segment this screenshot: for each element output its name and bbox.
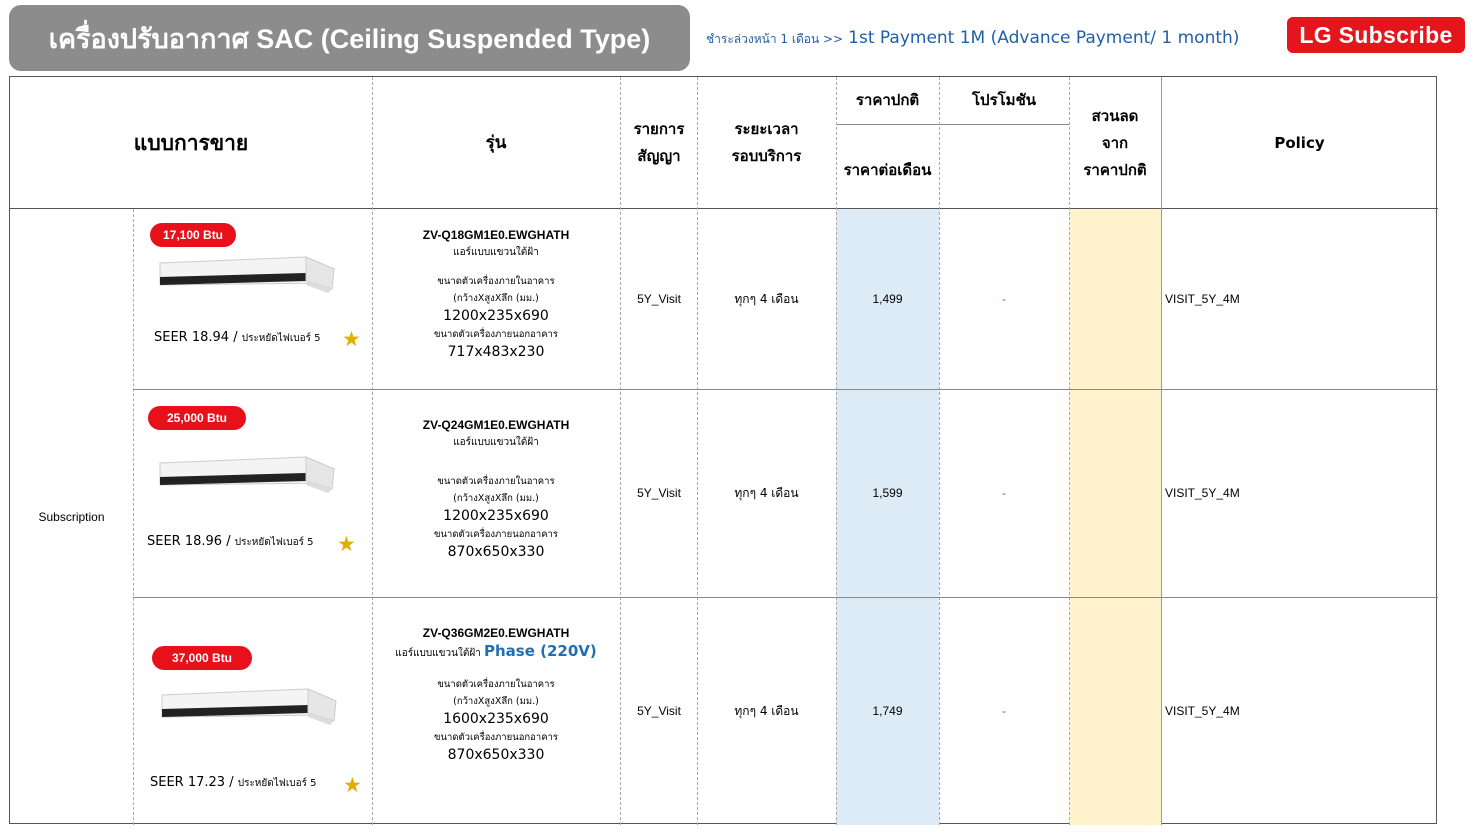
indoor-dims: 1200x235x690 <box>443 308 549 324</box>
indoor-dims: 1600x235x690 <box>443 711 549 727</box>
model-code: ZV-Q36GM2E0.EWGHATH <box>422 626 570 640</box>
star-icon: ★ <box>337 532 356 556</box>
dims-label: (กว้างXสูงXลึก (มม.) <box>453 696 539 707</box>
outdoor-dims: 717x483x230 <box>447 344 545 360</box>
lg-subscribe-logo: LG Subscribe <box>1287 17 1465 53</box>
outdoor-label: ขนาดตัวเครื่องภายนอกอาคาร <box>434 329 558 340</box>
btu-badge: 37,000 Btu <box>152 646 252 670</box>
pricing-table <box>9 76 1437 824</box>
outdoor-dims: 870x650x330 <box>447 544 545 560</box>
col-divider <box>1069 77 1070 825</box>
header-normal-price: ราคาปกติ <box>855 91 920 109</box>
model-info <box>372 625 620 765</box>
header-discount-line3: ราคาปกติ <box>1083 160 1147 179</box>
header-promotion: โปรโมชัน <box>971 91 1036 109</box>
energy-label: ประหยัดไฟเบอร์ 5 <box>237 778 317 789</box>
model-desc-line <box>372 641 620 664</box>
service-cell: ทุกๆ 4 เดือน <box>734 703 799 718</box>
sale-type-cell: Subscription <box>38 510 105 524</box>
seer-rating <box>150 775 317 791</box>
col-divider <box>133 209 134 825</box>
header-model: รุ่น <box>485 132 507 153</box>
service-cell: ทุกๆ 4 เดือน <box>734 291 799 306</box>
header-discount <box>1069 77 1161 209</box>
seer-value: SEER 18.96 / <box>147 534 231 549</box>
header-contract-line1: รายการ <box>633 120 685 138</box>
price-cell: 1,599 <box>872 486 903 500</box>
indoor-label: ขนาดตัวเครื่องภายในอาคาร <box>437 679 555 690</box>
policy-cell: VISIT_5Y_4M <box>1165 486 1240 500</box>
header-contract-line2: สัญญา <box>637 147 681 165</box>
header-service-line1: ระยะเวลา <box>734 120 799 138</box>
promotion-cell: - <box>1002 704 1006 718</box>
price-cell: 1,749 <box>872 704 903 718</box>
star-icon: ★ <box>343 773 362 797</box>
promotion-cell: - <box>1002 486 1006 500</box>
outdoor-dims: 870x650x330 <box>447 747 545 763</box>
policy-cell: VISIT_5Y_4M <box>1165 292 1240 306</box>
service-cell: ทุกๆ 4 เดือน <box>734 485 799 500</box>
indoor-dims: 1200x235x690 <box>443 508 549 524</box>
price-cell: 1,499 <box>872 292 903 306</box>
seer-value: SEER 17.23 / <box>150 775 234 790</box>
ceiling-unit-image <box>156 453 336 513</box>
seer-value: SEER 18.94 / <box>154 330 238 345</box>
header-subdivider <box>836 124 1069 125</box>
discount-column-bg <box>1069 209 1161 825</box>
dims-label: (กว้างXสูงXลึก (มม.) <box>453 293 539 304</box>
promotion-cell: - <box>1002 292 1006 306</box>
model-desc: แอร์แบบแขวนใต้ฝ้า <box>395 648 481 659</box>
model-info <box>372 227 620 362</box>
model-desc: แอร์แบบแขวนใต้ฝ้า <box>453 247 539 258</box>
payment-note <box>706 28 1239 49</box>
seer-rating <box>147 534 314 550</box>
header-policy: Policy <box>1274 133 1325 152</box>
page-title: เครื่องปรับอากาศ SAC (Ceiling Suspended Type) <box>9 5 690 71</box>
header-service <box>697 77 836 209</box>
header-service-line2: รอบบริการ <box>731 147 802 165</box>
ceiling-unit-image <box>156 253 336 313</box>
model-code: ZV-Q24GM1E0.EWGHATH <box>422 418 570 432</box>
indoor-label: ขนาดตัวเครื่องภายในอาคาร <box>437 476 555 487</box>
ceiling-unit-image <box>158 685 338 745</box>
star-icon: ★ <box>342 327 361 351</box>
outdoor-label: ขนาดตัวเครื่องภายนอกอาคาร <box>434 732 558 743</box>
outdoor-label: ขนาดตัวเครื่องภายนอกอาคาร <box>434 529 558 540</box>
policy-cell: VISIT_5Y_4M <box>1165 704 1240 718</box>
model-code: ZV-Q18GM1E0.EWGHATH <box>422 228 570 242</box>
header-monthly-price: ราคาต่อเดือน <box>843 161 932 179</box>
payment-note-thai: ชำระล่วงหน้า 1 เดือน >> <box>706 32 844 46</box>
dims-label: (กว้างXสูงXลึก (มม.) <box>453 493 539 504</box>
header-discount-line1: สวนลด <box>1091 106 1139 125</box>
btu-badge: 17,100 Btu <box>150 223 236 247</box>
energy-label: ประหยัดไฟเบอร์ 5 <box>241 333 321 344</box>
btu-badge: 25,000 Btu <box>148 406 246 430</box>
payment-note-english: 1st Payment 1M (Advance Payment/ 1 month) <box>848 28 1240 48</box>
energy-label: ประหยัดไฟเบอร์ 5 <box>234 537 314 548</box>
indoor-label: ขนาดตัวเครื่องภายในอาคาร <box>437 276 555 287</box>
seer-rating <box>154 330 321 346</box>
model-desc: แอร์แบบแขวนใต้ฝ้า <box>453 437 539 448</box>
contract-cell: 5Y_Visit <box>637 704 681 718</box>
header-discount-line2: จาก <box>1101 133 1129 152</box>
phase-label: Phase (220V) <box>483 642 597 660</box>
header-contract <box>621 77 697 209</box>
header-sale-type: แบบการขาย <box>133 130 249 155</box>
contract-cell: 5Y_Visit <box>637 292 681 306</box>
model-info <box>372 417 620 562</box>
contract-cell: 5Y_Visit <box>637 486 681 500</box>
